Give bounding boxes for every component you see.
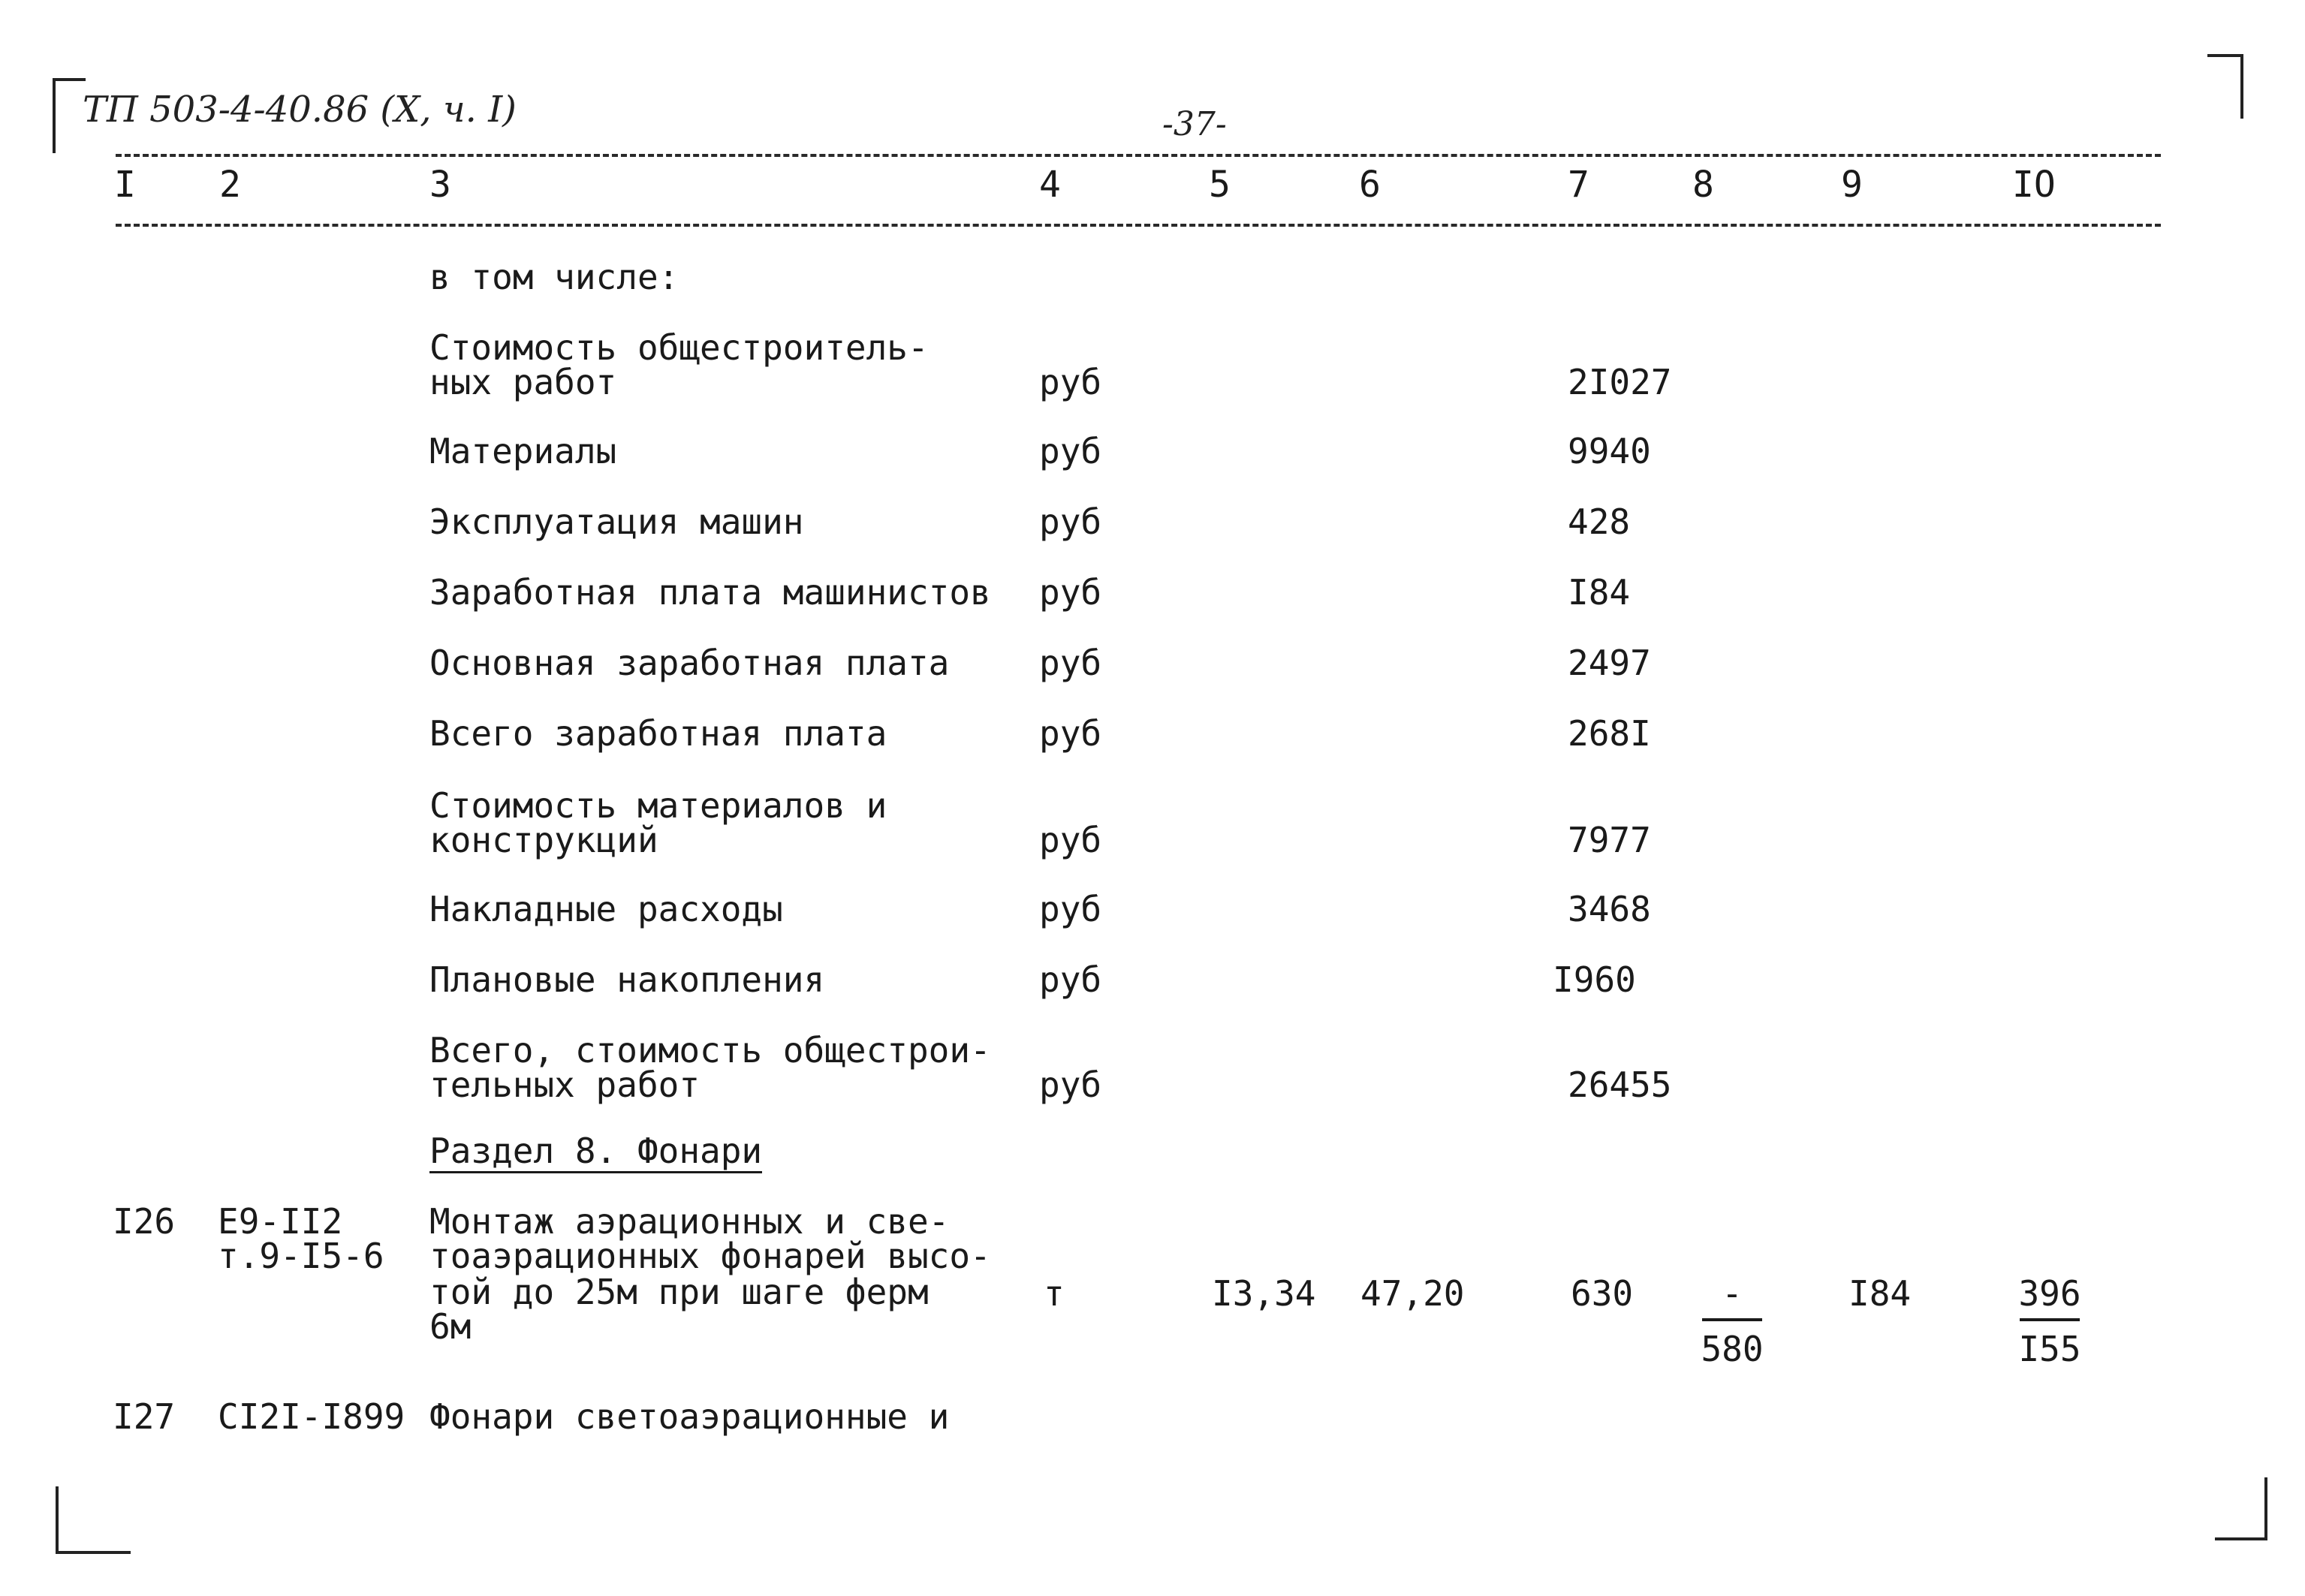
item-col10-bottom: I55 <box>2018 1329 2081 1369</box>
row-value: 268I <box>1568 713 1651 754</box>
row-label: Всего, стоимость общестрои- <box>429 1030 991 1071</box>
item-code-continued: т.9-I5-6 <box>218 1236 384 1276</box>
item-description-continued: тоаэрационных фонарей высо- <box>429 1236 991 1276</box>
item-description: Фонари светоаэрационные и <box>429 1396 950 1437</box>
row-unit: руб <box>1039 713 1102 754</box>
item-number: I26 <box>113 1201 176 1242</box>
column-header-5: 5 <box>1209 164 1231 206</box>
column-header-8: 8 <box>1692 164 1714 206</box>
row-label: Основная заработная плата <box>429 643 950 683</box>
item-unit-price: 47,20 <box>1360 1273 1465 1314</box>
item-description-continued: 6м <box>429 1306 472 1347</box>
row-label: Всего заработная плата <box>429 713 887 754</box>
corner-mark-top-left <box>53 78 86 153</box>
row-value: 26455 <box>1568 1065 1672 1105</box>
row-unit: руб <box>1039 1065 1102 1105</box>
header-bottom-rule <box>116 224 2161 227</box>
row-unit: руб <box>1039 889 1102 929</box>
row-unit: руб <box>1039 431 1102 471</box>
row-unit: руб <box>1039 572 1102 613</box>
row-value: 2I027 <box>1568 362 1672 402</box>
item-col8-bottom: 580 <box>1701 1329 1764 1369</box>
row-label-continued: конструкций <box>429 820 658 860</box>
row-value: 2497 <box>1568 643 1651 683</box>
row-value: 7977 <box>1568 820 1651 860</box>
fraction-bar <box>1702 1318 1762 1321</box>
row-unit: руб <box>1039 959 1102 1000</box>
row-value: I84 <box>1568 572 1631 613</box>
item-col9: I84 <box>1849 1273 1912 1314</box>
item-unit: т <box>1044 1273 1065 1314</box>
row-unit: руб <box>1039 501 1102 542</box>
row-value: 3468 <box>1568 889 1651 929</box>
row-unit: руб <box>1039 820 1102 860</box>
item-col10-fraction <box>2012 1273 2087 1369</box>
row-value: I960 <box>1553 959 1636 1000</box>
row-label-continued: ных работ <box>429 362 617 402</box>
corner-mark-top-right <box>2207 54 2243 119</box>
column-header-2: 2 <box>219 164 241 206</box>
row-label: Эксплуатация машин <box>429 501 804 542</box>
row-unit: руб <box>1039 643 1102 683</box>
item-total-cost: 630 <box>1571 1273 1634 1314</box>
row-label: Заработная плата машинистов <box>429 572 991 613</box>
column-header-7: 7 <box>1568 164 1589 206</box>
row-label: Плановые накопления <box>429 959 825 1000</box>
header-top-rule <box>116 154 2161 157</box>
page-number: -37- <box>1162 105 1227 143</box>
item-quantity: I3,34 <box>1212 1273 1316 1314</box>
fraction-bar <box>2020 1318 2080 1321</box>
item-col8-top: - <box>1722 1273 1743 1314</box>
column-header-6: 6 <box>1359 164 1381 206</box>
row-value: 9940 <box>1568 431 1651 471</box>
column-header-3: 3 <box>429 164 451 206</box>
corner-mark-bottom-right <box>2215 1477 2267 1540</box>
row-value: 428 <box>1568 501 1631 542</box>
document-code: ТП 503-4-40.86 (X, ч. I) <box>83 89 517 131</box>
row-label-continued: тельных работ <box>429 1065 701 1105</box>
item-code: СI2I-I899 <box>218 1396 405 1437</box>
column-header-10: IO <box>2012 164 2056 206</box>
item-number: I27 <box>113 1396 176 1437</box>
column-header-1: I <box>114 164 136 206</box>
row-label: Стоимость общестроитель- <box>429 327 929 368</box>
item-description-continued: той до 25м при шаге ферм <box>429 1272 929 1312</box>
item-col8-fraction <box>1691 1273 1773 1369</box>
corner-mark-bottom-left <box>56 1486 131 1554</box>
row-unit: руб <box>1039 362 1102 402</box>
section-title: Раздел 8. Фонари <box>429 1134 762 1173</box>
item-col10-top: 396 <box>2018 1273 2081 1314</box>
subtitle: в том числе: <box>429 257 679 297</box>
column-header-9: 9 <box>1841 164 1863 206</box>
row-label: Накладные расходы <box>429 889 783 929</box>
row-label: Материалы <box>429 431 617 471</box>
row-label: Стоимость материалов и <box>429 785 887 826</box>
item-code: Е9-II2 <box>218 1201 343 1242</box>
item-description: Монтаж аэрационных и све- <box>429 1201 950 1242</box>
column-header-4: 4 <box>1039 164 1061 206</box>
